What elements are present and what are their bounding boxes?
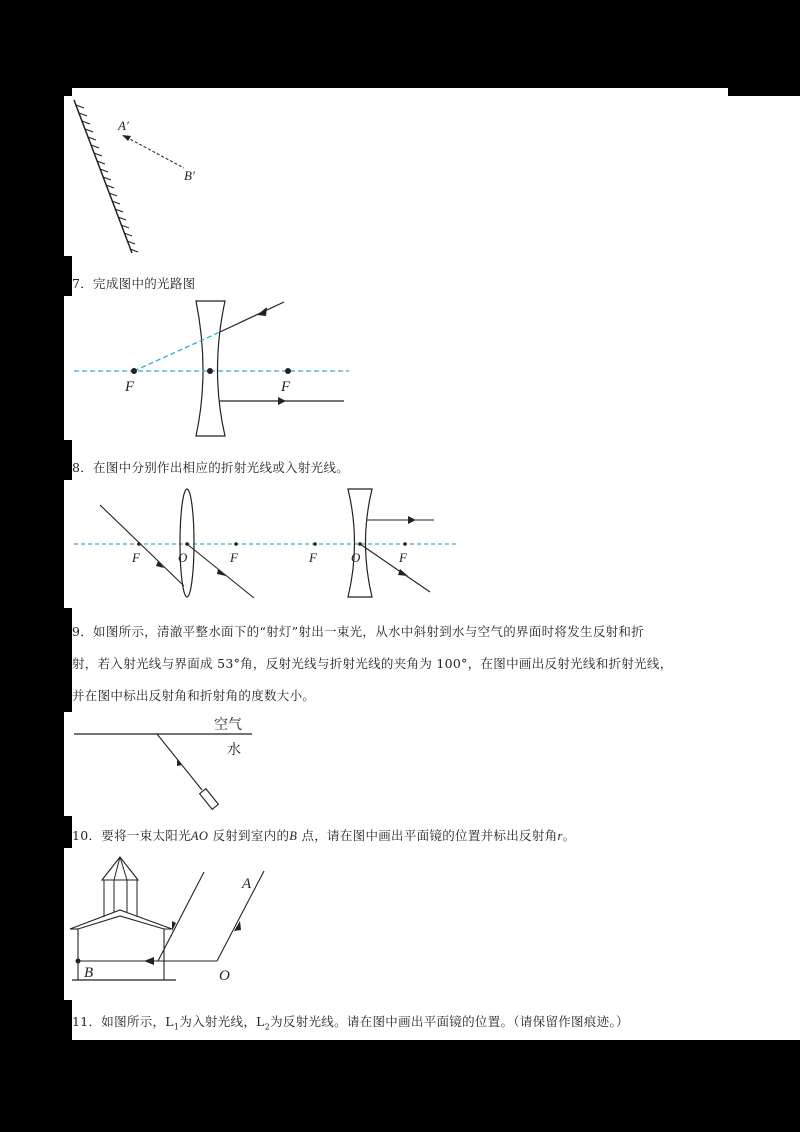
label-f-left-2: F (230, 550, 238, 565)
label-focus-right: F (281, 379, 291, 395)
label-f-left-1: F (132, 550, 140, 565)
fig9-water-surface-diagram (64, 708, 264, 813)
label-a: A (242, 876, 252, 892)
label-air: 空气 (214, 717, 242, 733)
question-9-line-3: 并在图中标出反射角和折射角的度数大小。 (72, 688, 316, 703)
question-11-text (72, 1012, 629, 1038)
label-f-right-1: F (309, 550, 317, 565)
question-9-line-1: 9．如图所示，清澈平整水面下的“射灯”射出一束光，从水中斜射到水与空气的界面时将发生反射和折 (72, 624, 645, 639)
label-o-left: O (178, 550, 188, 565)
question-7-text: 7．完成图中的光路图 (72, 276, 196, 291)
question-9-line-2: 射，若入射光线与界面成 53°角，反射光线与折射光线的夹角为 100°，在图中画出反射光线和折射光线， (72, 656, 673, 671)
label-water: 水 (227, 742, 241, 758)
label-f-right-2: F (399, 550, 407, 565)
q11-text-post: 为反射光线。请在图中画出平面镜的位置。（请保留作图痕迹。） (270, 1014, 629, 1029)
label-focus-left: F (125, 379, 135, 395)
fig7-concave-lens-diagram (64, 296, 364, 441)
paper-shelf (64, 816, 72, 848)
fig6-mirror-diagram (64, 88, 264, 263)
question-10-text (72, 826, 575, 846)
label-a-prime: A′ (118, 118, 129, 133)
q10-text-post: 点，请在图中画出平面镜的位置并标出反射角 (297, 828, 558, 843)
q10-text-end: 。 (562, 828, 576, 843)
label-b-prime: B′ (184, 168, 195, 183)
q10-text-pre: 10．要将一束太阳光 (72, 828, 191, 843)
q11-sub-1: 1 (173, 1022, 180, 1032)
fig8-lens-diagrams (64, 480, 464, 610)
label-o: O (219, 968, 230, 984)
q11-text-pre: 11．如图所示，L (72, 1014, 174, 1029)
q11-sub-2: 2 (264, 1022, 271, 1032)
paper-shelf (64, 1000, 72, 1040)
fig10-house-diagram (64, 855, 284, 1000)
q11-text-mid: 为入射光线，L (179, 1014, 265, 1029)
q10-text-b: B (289, 829, 298, 843)
paper-shelf (64, 608, 72, 712)
question-8-text: 8．在图中分别作出相应的折射光线或入射光线。 (72, 460, 350, 475)
q10-text-mid: 反射到室内的 (208, 828, 290, 843)
q10-text-r: r (557, 829, 563, 843)
label-b: B (84, 965, 94, 981)
paper-shelf (64, 440, 72, 480)
label-o-right: O (351, 550, 361, 565)
q10-text-ao: AO (190, 829, 209, 843)
